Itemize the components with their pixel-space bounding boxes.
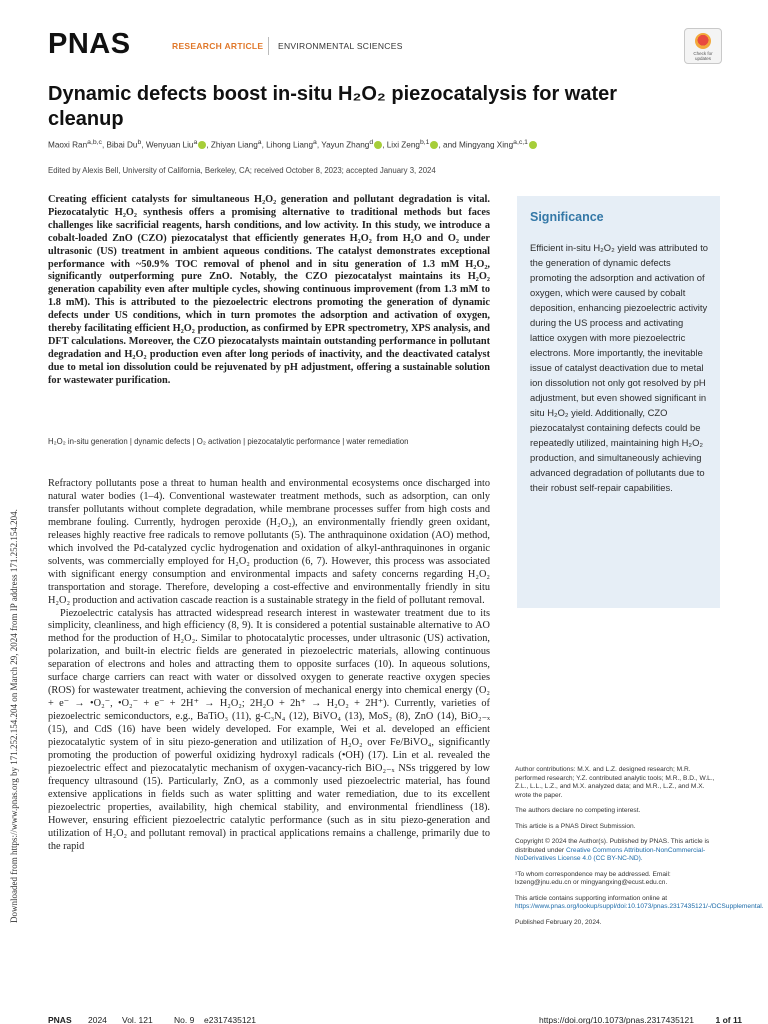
abstract: Creating efficient catalysts for simultaneous H₂O₂ generation and pollutant degradation is vital. Piezocatalytic H₂O₂ synthesis offers a promising alternative to traditional methods but faces challenges like sacrificial reagents, harsh conditions, and low activity. In this study, we introduce a cobalt-loaded ZnO (CZO) piezocatalyst that efficiently generates H₂O₂ from H₂O and O₂ under ultrasonic (US) treatment in ambient aqueous conditions. The catalyst demonstrates exceptional performance with ~50.9% TOC removal of phenol and in situ generation of 1.3 mM H₂O₂, significantly outperforming pure ZnO. Notably, the CZO piezocatalyst maintains its H₂O₂ generation capability even after multiple cycles, showing continuous improvement (from 1.3 mM to 1.8 mM). This is attributed to the piezoelectric electrons promoting the generation of dynamic defects under US conditions, which in turn promotes the adsorption and activation of oxygen, thereby facilitating efficient H₂O₂ production, as confirmed by EPR spectrometry, XPS analysis, and DFT calculations. Moreover, the CZO piezocatalysts maintain outstanding performance in pollutant degradation and H₂O₂ production even after long periods of inactivity, and the deactivated catalyst due to metal ion dissolution could be rejuvenated by pH adjustment, offering a sustainable solution for wastewater purification. <box>48 194 490 386</box>
footer-issue: No. 9 <box>174 1015 195 1024</box>
check-updates-icon <box>695 33 711 49</box>
download-watermark <box>8 472 20 960</box>
author-affiliation: d <box>369 139 374 146</box>
check-for-updates-badge[interactable] <box>684 28 722 64</box>
license-link[interactable]: Creative Commons Attribution-NonCommercial-NoDerivatives License 4.0 (CC BY-NC-ND). <box>515 846 706 862</box>
direct-submission: This article is a PNAS Direct Submission. <box>515 822 636 830</box>
footer-doi-link[interactable]: https://doi.org/10.1073/pnas.2317435121 <box>538 1015 694 1024</box>
author-name[interactable]: Yayun Zhang <box>321 140 370 150</box>
author-affiliation: a <box>257 139 262 146</box>
section-label[interactable]: ENVIRONMENTAL SCIENCES <box>278 41 403 51</box>
author-name[interactable]: Zhiyan Liang <box>210 140 258 150</box>
author-affiliation: b,1 <box>419 139 430 146</box>
author-affiliation: a <box>313 139 317 146</box>
download-watermark-text: Downloaded from https://www.pnas.org by 171.252.154.204 on March 29, 2024 from IP address 171.252.154.204. <box>9 509 19 923</box>
body-paragraph: Refractory pollutants pose a threat to human health and environmental ecosystems once discharged into natural water bodies (1–4). Conventional wastewater treatment methods, such as adsorption, can only transfer pollutants without complete degradation, while membrane processes suffer from high costs and membrane fouling. Currently, hydrogen peroxide (H₂O₂), an environmentally friendly green oxidant, releases highly reactive free radicals to remove pollutants (5). The anthraquinone oxidation (AO) method, which involved the Pd-catalyzed cyclic hydrogenation and oxidation of alkyl-anthraquinones in organic solvents, was commercially employed for H₂O₂ production (6, 7). However, this process was associated with significant energy consumption and environmental impacts and safety concerns regarding H₂O₂ transportation and storage. Therefore, developing a cost-effective and environmentally friendly in situ H₂O₂ production and activation cascade reaction is a sustainable strategy in the field of pollutant removal. <box>48 478 490 606</box>
footer-year: 2024 <box>88 1015 107 1024</box>
author-list: Maoxi Ran$^{a,b,c}$, Bibai Du$^b$, Wenyuan Liu$^a$ , Zhiyan Liang$^a$, Lihong Liang$^a$, Yayun Zhang$^d$ , Lixi Zeng$^{b,1}$ , and Mingyang Xing$^{a,c,1}$ <box>48 139 728 150</box>
header-divider <box>268 37 269 55</box>
orcid-icon[interactable] <box>374 141 382 149</box>
supporting-info-link[interactable]: https://www.pnas.org/lookup/suppl/doi:10.1073/pnas.2317435121/-/DCSupplemental. <box>515 903 764 910</box>
author-notes <box>515 766 764 934</box>
author-conjunction: and <box>443 140 457 150</box>
copyright-note <box>515 838 721 864</box>
competing-interest: The authors declare no competing interest. <box>515 807 641 814</box>
significance-title: Significance <box>530 210 604 224</box>
author-name[interactable]: Lixi Zeng <box>386 140 420 150</box>
author-affiliation: b <box>137 139 142 146</box>
footer-eid: e2317435121 <box>204 1015 257 1024</box>
article-type-label[interactable]: RESEARCH ARTICLE <box>172 41 264 51</box>
supporting-info-text: This article contains supporting information online at <box>515 894 668 902</box>
check-updates-label: Check for updates <box>693 51 713 61</box>
orcid-icon[interactable] <box>198 141 206 149</box>
author-name[interactable]: Maoxi Ran <box>48 140 88 150</box>
significance-text: Efficient in-situ H₂O₂ yield was attributed to the generation of dynamic defects promoting the adsorption and activation of oxygen, which were caused by cobalt deposition, enhancing piezoelectric activity during the US process and activating lattice oxygen with more piezoelectric electrons. More importantly, the inevitable issue of catalyst deactivation due to metal ion dissolution not only got resolved by pH adjustment, but even showed significant in situ H₂O₂ yield. Additionally, CZO piezocatalyst containing defects could be repeatedly utilized, maintaining high H₂O₂ production, and simultaneously achieving advanced degradation of pollutants due to their robust self-repair capabilities. <box>530 242 709 493</box>
correspondence-note: ¹To whom correspondence may be addressed. Email: lxzeng@jnu.edu.cn or mingyangxing@ecust.edu.cn. <box>515 870 671 886</box>
footer-volume: Vol. 121 <box>122 1015 153 1024</box>
pnas-logo[interactable]: PNAS <box>48 28 131 60</box>
published-date: Published February 20, 2024. <box>515 918 602 926</box>
keywords: H₂O₂ in-situ generation | dynamic defects | O₂ activation | piezocatalytic performance | water remediation <box>48 437 409 446</box>
orcid-icon[interactable] <box>529 141 537 149</box>
author-name[interactable]: Lihong Liang <box>266 140 314 150</box>
article-body <box>48 478 490 854</box>
editor-dates-line: Edited by Alexis Bell, University of California, Berkeley, CA; received October 8, 2023; accepted January 3, 2024 <box>48 166 436 175</box>
author-affiliation: a,c,1 <box>513 139 528 146</box>
copyright-text: Copyright © 2024 the Author(s). Published by PNAS. This article is distributed under <box>515 838 710 854</box>
author-name[interactable]: Mingyang Xing <box>459 140 514 150</box>
author-contributions: Author contributions: M.X. and L.Z. designed research; M.R. performed research; Y.Z. contributed analytic tools; M.R., B.D., W.L., Z.L., L.L., L.Z., and M.X. analyzed data; and M.R., L.Z., and M.X. wrote the paper. <box>515 766 715 799</box>
footer-page-number: 1 of 11 <box>715 1015 742 1024</box>
author-affiliation: a,b,c <box>87 139 102 146</box>
author-affiliation: a <box>193 139 198 146</box>
author-name[interactable]: Wenyuan Liu <box>145 140 194 150</box>
author-name[interactable]: Bibai Du <box>106 140 138 150</box>
article-title: Dynamic defects boost in-situ H₂O₂ piezocatalysis for water cleanup <box>48 83 618 130</box>
significance-box <box>517 196 720 608</box>
supporting-info-note <box>515 894 764 912</box>
orcid-icon[interactable] <box>430 141 438 149</box>
body-paragraph: Piezoelectric catalysis has attracted widespread research interest in wastewater treatment due to its simplicity, cleanliness, and high efficiency (8, 9). It is considered a potential sustainable alternative to AO method for the production of H₂O₂. Similar to photocatalytic processes, under ultrasonic (US) activation, polarization, and built-in electric fields are generated in piezoelectric materials, allowing continuous separation of electrons and holes and attracting them to opposite surfaces (10). In aqueous solutions, surface charge carriers can react with water or dissolved oxygen to generate reactive oxygen species (ROS) for wastewater treatment, achieving the conversion of mechanical energy into chemical energy (O₂ + e⁻ → •O₂⁻, •O₂⁻ + e⁻ + 2H⁺ → H₂O₂; 2H₂O + 2h⁺ → H₂O₂ + 2H⁺). Currently, varieties of piezoelectric semiconductors, e.g., BaTiO₃ (11), g-C₃N₄ (12), BiVO₄ (13), MoS₂ (8), ZnO (14), BiO₂₋ₓ (15), and CdS (16) have been widely developed. For example, Wei et al. developed an efficient piezocatalytic system of in situ piezo-generation and utilization of H₂O₂ over Fe/BiVO₄, significantly promoting the production of powerful oxidizing hydroxyl radicals (•OH) (17). Lin et al. revealed the piezoelectric effect and piezocatalytic mechanism of oxygen-vacancy-rich BiO₂₋ₓ NSs triggered by low frequency ultrasound (15). Particularly, ZnO, as a commonly used piezoelectric material, has found extensive applications in fields such as water splitting and water remediation, due to its excellent piezoelectric properties, availability, high chemical stability, and environmental friendliness (18). However, ensuring efficient piezoelectric catalytic performance (such as in situ piezo-generation and utilization of H₂O₂ and pollutant removal) in practical applications remains a challenge, primarily due to the rapid <box>48 607 490 852</box>
footer-journal: PNAS <box>48 1015 72 1024</box>
